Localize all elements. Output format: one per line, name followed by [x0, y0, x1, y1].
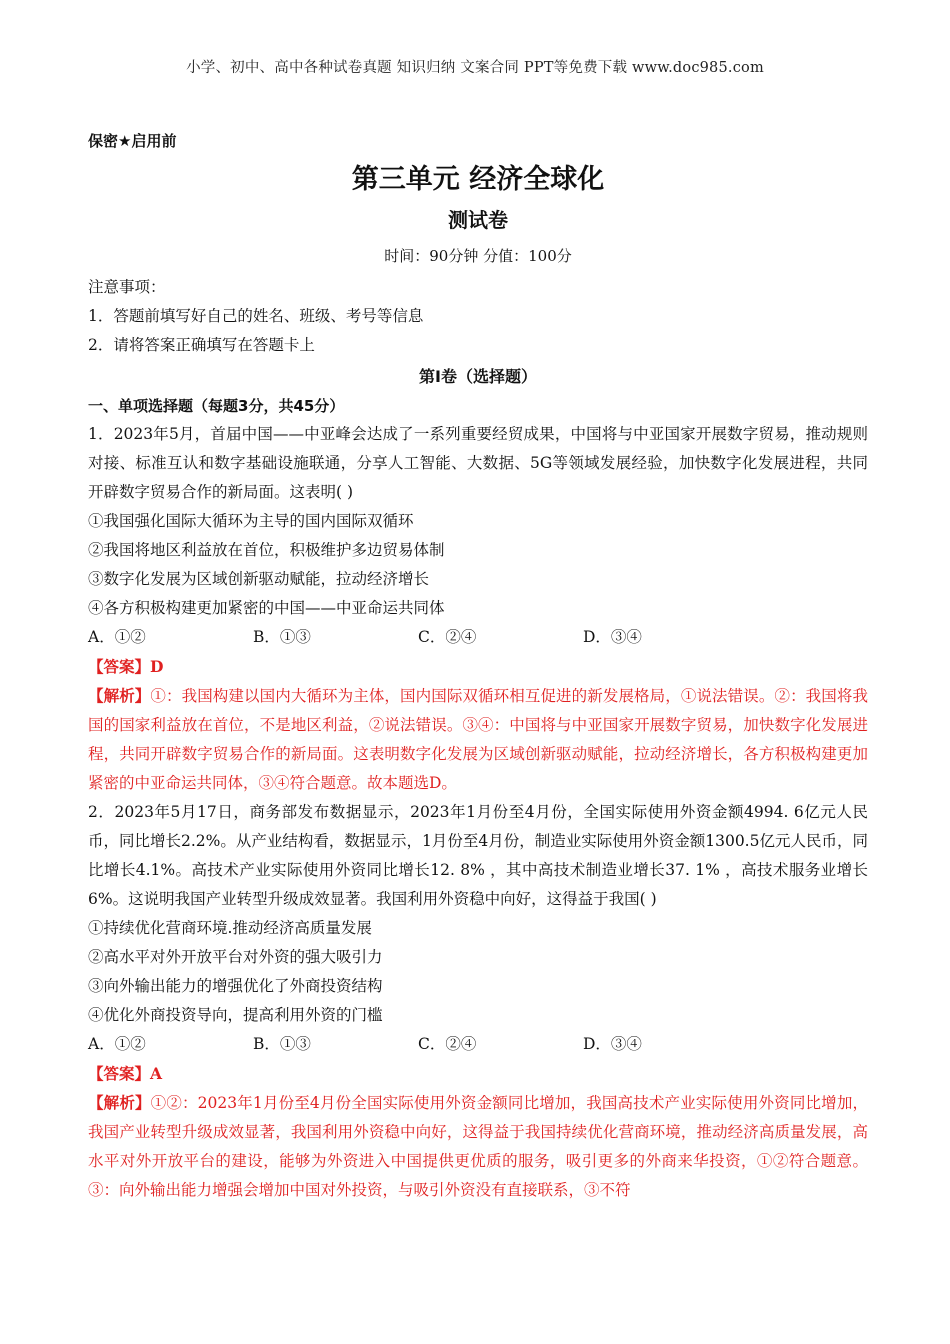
answer-label: 【答案】 — [88, 1064, 151, 1083]
note-item: 1．答题前填写好自己的姓名、班级、考号等信息 — [88, 307, 424, 325]
answer-label: 【答案】 — [88, 657, 151, 676]
document-body — [88, 130, 868, 1205]
question-item: ④优化外商投资导向，提高利用外资的门槛 — [88, 1006, 383, 1024]
question-item: ①持续优化营商环境.推动经济高质量发展 — [88, 919, 372, 937]
option-a: A．①② — [88, 628, 146, 646]
answer-options — [88, 1030, 868, 1059]
option-a: A．①② — [88, 1035, 146, 1053]
question-item: ①我国强化国际大循环为主导的国内国际双循环 — [88, 512, 414, 530]
option-b: B．①③ — [253, 1035, 311, 1053]
answer-value: A — [150, 1064, 163, 1083]
explanation-label: 【解析】 — [88, 686, 151, 705]
question-2 — [88, 798, 868, 1205]
explanation-text: ①：我国构建以国内大循环为主体，国内国际双循环相互促进的新发展格局，①说法错误。②：我国将我国的国家利益放在首位，不是地区利益，②说法错误。③④：中国将与中亚国家开展数字贸易，加快数字化发展进程，共同开辟数字贸易合作的新局面。这表明数字化发展为区域创新驱动赋能，拉动经济增长，各方积极构建更加紧密的中亚命运共同体，③④符合题意。故本题选D。 — [88, 687, 868, 792]
explanation-text: ①②：2023年1月份至4月份全国实际使用外资金额同比增加，我国高技术产业实际使用外资同比增加，我国产业转型升级成效显著，我国利用外资稳中向好，这得益于我国持续优化营商环境，推动经济高质量发展，高水平对外开放平台的建设，能够为外资进入中国提供更优质的服务，吸引更多的外商来华投资，①②符合题意。③：向外输出能力增强会增加中国对外投资，与吸引外资没有直接联系，③不符 — [88, 1094, 868, 1199]
part-title: 第I卷（选择题） — [419, 367, 537, 386]
explanation — [88, 1088, 868, 1205]
question-item: ③向外输出能力的增强优化了外商投资结构 — [88, 977, 383, 995]
question-item: ②高水平对外开放平台对外资的强大吸引力 — [88, 948, 383, 966]
answer-line — [88, 1059, 868, 1088]
option-c: C．②④ — [418, 1035, 477, 1053]
answer-line — [88, 652, 868, 681]
page-title: 第三单元 经济全球化 — [351, 164, 605, 195]
option-d: D．③④ — [583, 628, 642, 646]
option-d: D．③④ — [583, 1035, 642, 1053]
option-b: B．①③ — [253, 628, 311, 646]
question-item: ③数字化发展为区域创新驱动赋能，拉动经济增长 — [88, 570, 430, 588]
notes-block — [88, 273, 868, 360]
question-stem: 2．2023年5月17日，商务部发布数据显示，2023年1月份至4月份，全国实际使用外资金额4994. 6亿元人民币，同比增长2.2%。从产业结构看，数据显示，1月份至4月份，制造业实际使用外资金额1300.5亿元人民币，同比增长4.1%。高技术产业实际使用外资同比增长12. 8% ，其中高技术制造业增长37. 1% ，高技术服务业增长6%。这说明我国产业转型升级成效显著。我国利用外资稳中向好，这得益于我国( ) — [88, 803, 868, 908]
exam-meta: 时间：90分钟 分值：100分 — [384, 247, 572, 265]
option-c: C．②④ — [418, 628, 477, 646]
question-stem: 1．2023年5月，首届中国——中亚峰会达成了一系列重要经贸成果，中国将与中亚国家开展数字贸易，推动规则对接、标准互认和数字基础设施联通，分享人工智能、大数据、5G等领域发展经验，加快数字化发展进程，共同开辟数字贸易合作的新局面。这表明( ) — [88, 425, 868, 501]
explanation-label: 【解析】 — [88, 1093, 151, 1112]
page-subtitle: 测试卷 — [448, 208, 508, 232]
secret-label: 保密★启用前 — [88, 132, 177, 150]
site-header-banner: 小学、初中、高中各种试卷真题 知识归纳 文案合同 PPT等免费下载 www.doc985.com — [186, 60, 764, 76]
notes-title: 注意事项： — [88, 278, 166, 296]
answer-options — [88, 623, 868, 652]
question-item: ④各方积极构建更加紧密的中国——中亚命运共同体 — [88, 599, 445, 617]
explanation — [88, 681, 868, 798]
question-item: ②我国将地区利益放在首位，积极维护多边贸易体制 — [88, 541, 445, 559]
section-title: 一、单项选择题（每题3分，共45分） — [88, 397, 345, 415]
note-item: 2．请将答案正确填写在答题卡上 — [88, 336, 315, 354]
answer-value: D — [150, 657, 164, 676]
question-1 — [88, 420, 868, 798]
